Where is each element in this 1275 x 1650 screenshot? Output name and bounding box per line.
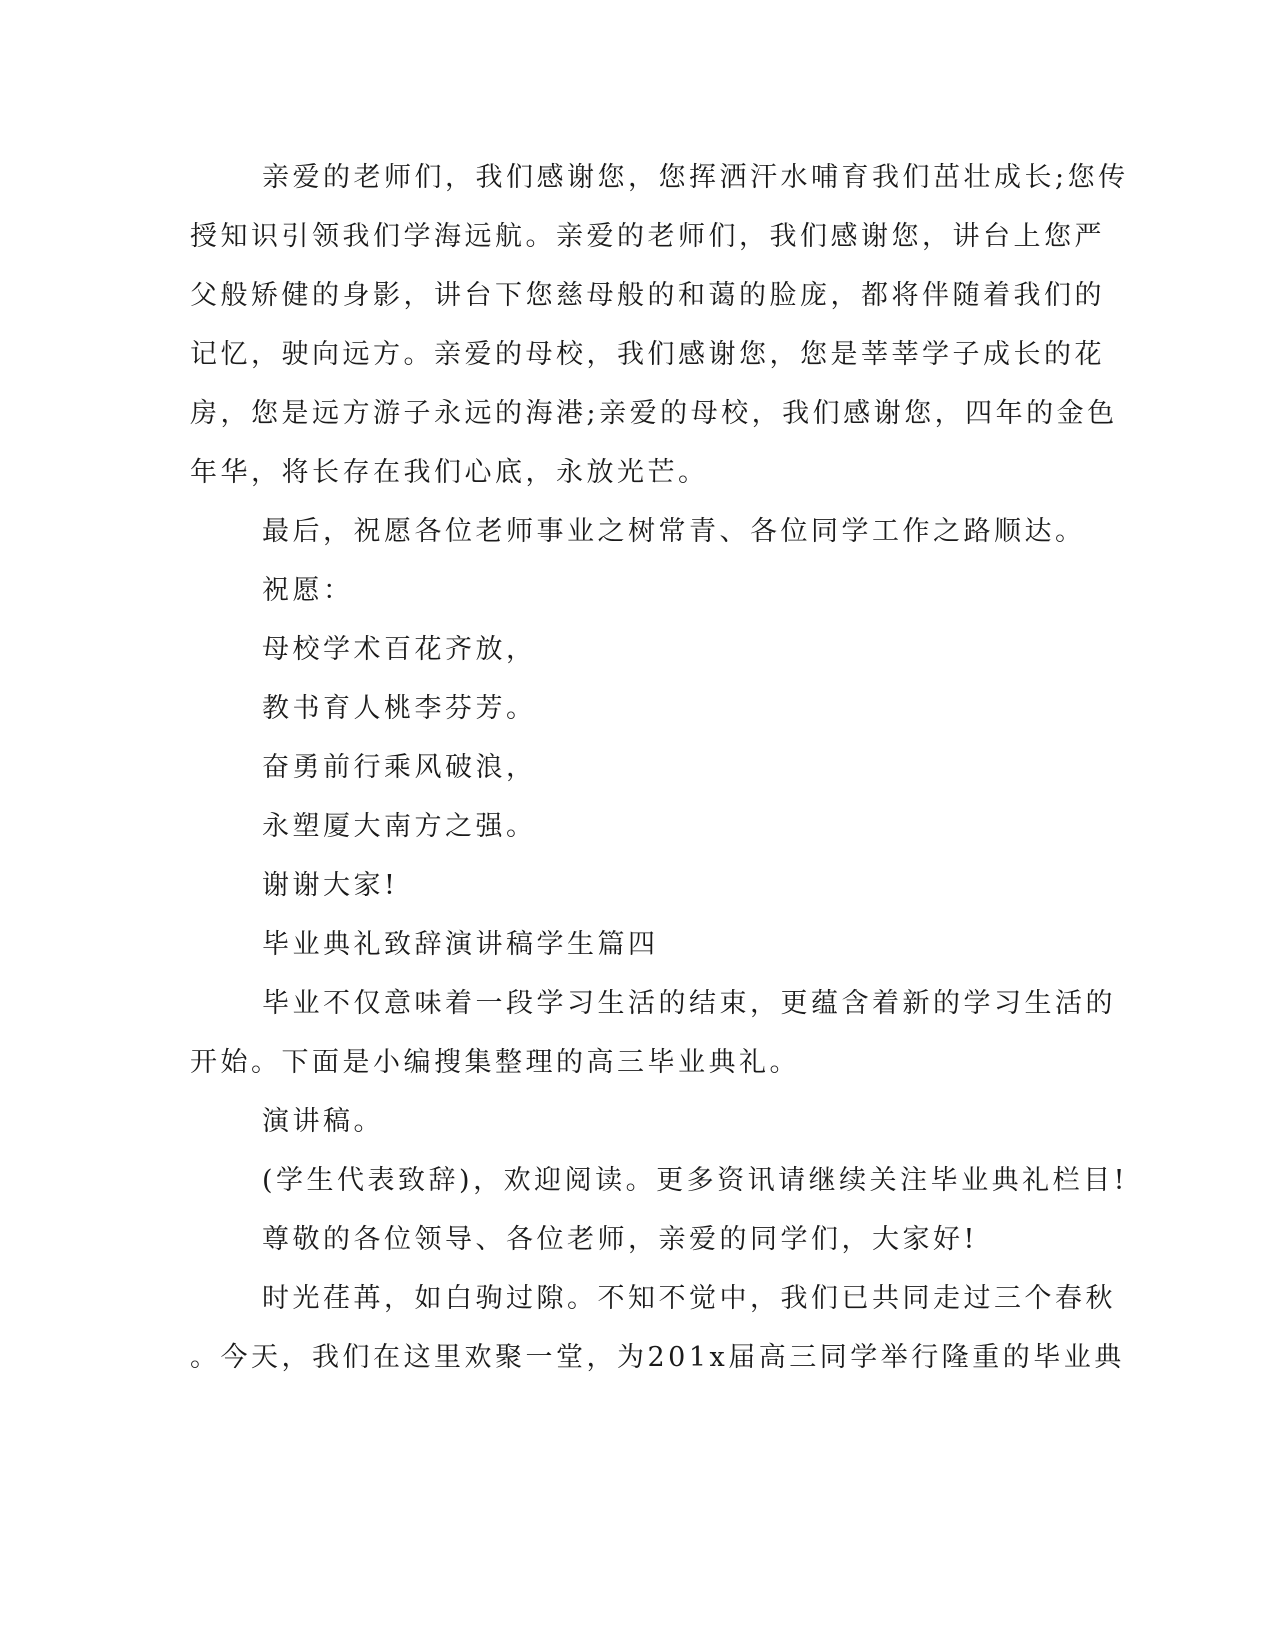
paragraph-line: (学生代表致辞)，欢迎阅读。更多资讯请继续关注毕业典礼栏目! xyxy=(262,1165,1128,1196)
paragraph-line: 谢谢大家! xyxy=(262,870,399,901)
paragraph-line: 最后，祝愿各位老师事业之树常青、各位同学工作之路顺达。 xyxy=(262,516,1086,547)
paragraph-line: 尊敬的各位领导、各位老师，亲爱的同学们，大家好! xyxy=(262,1224,978,1255)
paragraph-line: 年华，将长存在我们心底，永放光芒。 xyxy=(190,457,709,488)
poem-line: 教书育人桃李芬芳。 xyxy=(262,693,537,724)
section-heading: 毕业典礼致辞演讲稿学生篇四 xyxy=(262,929,659,960)
paragraph-line: 记忆，驶向远方。亲爱的母校，我们感谢您，您是莘莘学子成长的花 xyxy=(190,339,1105,370)
poem-line: 奋勇前行乘风破浪， xyxy=(262,752,537,783)
paragraph-line: 房，您是远方游子永远的海港;亲爱的母校，我们感谢您，四年的金色 xyxy=(190,398,1118,429)
poem-line: 母校学术百花齐放， xyxy=(262,634,537,665)
paragraph-line: 演讲稿。 xyxy=(262,1106,384,1137)
paragraph-line: 祝愿： xyxy=(262,575,354,606)
paragraph-line: 亲爱的老师们，我们感谢您，您挥洒汗水哺育我们茁壮成长;您传 xyxy=(262,162,1129,193)
paragraph-line: 。今天，我们在这里欢聚一堂，为201x届高三同学举行隆重的毕业典 xyxy=(190,1342,1125,1373)
paragraph-line: 开始。下面是小编搜集整理的高三毕业典礼。 xyxy=(190,1047,800,1078)
poem-line: 永塑厦大南方之强。 xyxy=(262,811,537,842)
paragraph-line: 毕业不仅意味着一段学习生活的结束，更蕴含着新的学习生活的 xyxy=(262,988,1116,1019)
paragraph-line: 授知识引领我们学海远航。亲爱的老师们，我们感谢您，讲台上您严 xyxy=(190,221,1105,252)
paragraph-line: 父般矫健的身影，讲台下您慈母般的和蔼的脸庞，都将伴随着我们的 xyxy=(190,280,1105,311)
paragraph-line: 时光荏苒，如白驹过隙。不知不觉中，我们已共同走过三个春秋 xyxy=(262,1283,1116,1314)
